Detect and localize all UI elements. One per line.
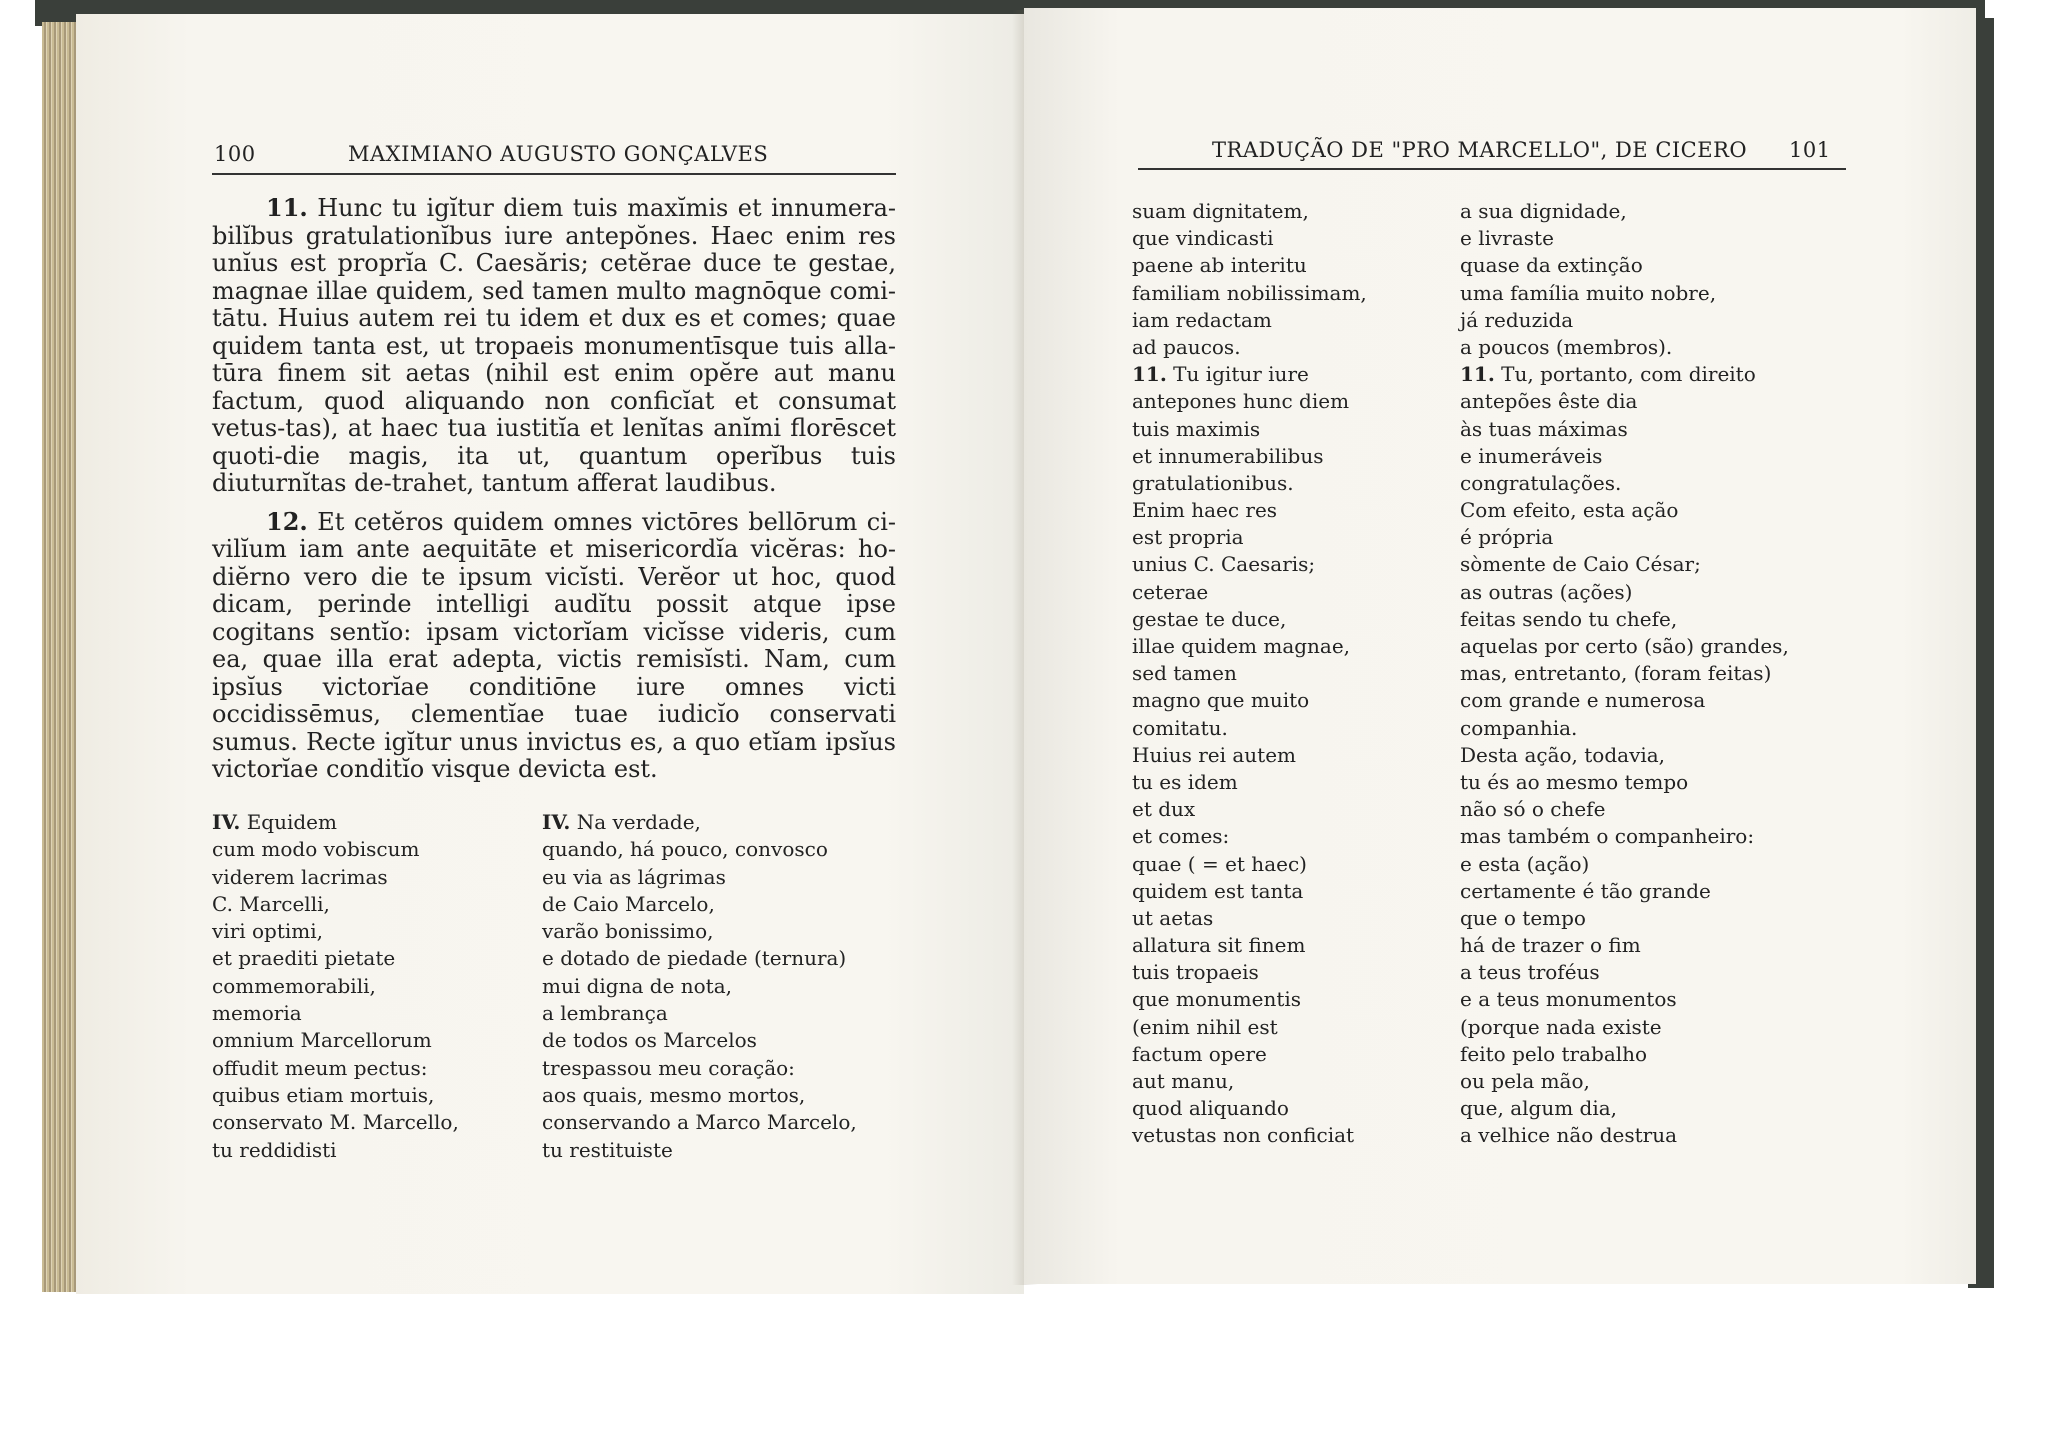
right-page-number: 101	[1789, 138, 1831, 162]
column-line: e esta (ação)	[1460, 851, 1590, 876]
column-line: 11. Tu, portanto, com direito	[1460, 362, 1756, 387]
column-line: uma família muito nobre,	[1460, 280, 1717, 305]
column-line: e a teus monumentos	[1460, 987, 1677, 1012]
column-line: quando, há pouco, convosco	[542, 837, 828, 862]
right-latin-column	[1132, 198, 1367, 1150]
column-line: offudit meum pectus:	[212, 1055, 428, 1080]
column-line: allatura sit finem	[1132, 933, 1306, 958]
latin-prose	[212, 194, 896, 784]
column-line: sòmente de Caio César;	[1460, 552, 1701, 577]
column-line: não só o chefe	[1460, 797, 1606, 822]
paragraph-number: IV.	[212, 810, 241, 834]
paragraph-number: 11.	[266, 193, 308, 222]
left-portuguese-column	[542, 809, 857, 1164]
paragraph-number: IV.	[542, 810, 571, 834]
column-line: que vindicasti	[1132, 226, 1274, 251]
paragraph-11	[212, 194, 896, 498]
paragraph-number: 12.	[266, 506, 308, 536]
left-running-head: MAXIMIANO AUGUSTO GONÇALVES	[348, 142, 769, 166]
column-line: conservando a Marco Marcelo,	[542, 1110, 857, 1135]
column-line: (porque nada existe	[1460, 1014, 1662, 1039]
column-line: Desta ação, todavia,	[1460, 742, 1666, 767]
column-line: magno que muito	[1132, 688, 1310, 713]
column-line: commemorabili,	[212, 973, 376, 998]
paragraph-text: Et cetĕros quidem omnes victōres bellōrum ci-vilĭum iam ante aequitāte et misericordĭa vicĕras: ho-diĕrno vero die te ipsum vicĭsti. Verĕor ut hoc, quod dicam, perinde intelligi audĭtu possit atque ipse cogitans sentĭo: ipsam victorĭam vicĭsse videris, cum ea, quae illa erat adepta, victis remisĭsti. Nam, cum ipsĭus victorĭae conditiōne iure omnes victi occidissēmus, clementĭae tuae iudicĭo conservati sumus. Recte igĭtur unus invictus es, a quo etĭam ipsĭus victorĭae conditĭo visque devicta est.	[212, 507, 896, 783]
paragraph-number: 11.	[1132, 362, 1167, 387]
column-line: tuis tropaeis	[1132, 960, 1259, 985]
column-line: ut aetas	[1132, 905, 1214, 930]
column-line: a lembrança	[542, 1001, 668, 1026]
column-line: há de trazer o fim	[1460, 933, 1641, 958]
column-line: certamente é tão grande	[1460, 878, 1711, 903]
column-line: antepones hunc diem	[1132, 389, 1350, 414]
column-line: e dotado de piedade (ternura)	[542, 946, 847, 971]
column-line: et dux	[1132, 797, 1196, 822]
column-line: companhia.	[1460, 715, 1578, 740]
column-line: factum opere	[1132, 1041, 1267, 1066]
column-line: Huius rei autem	[1132, 742, 1297, 767]
column-line: eu via as lágrimas	[542, 864, 726, 889]
column-line: que o tempo	[1460, 905, 1586, 930]
column-line: iam redactam	[1132, 307, 1272, 332]
column-line: tu reddidisti	[212, 1137, 337, 1162]
column-line: trespassou meu coração:	[542, 1055, 795, 1080]
column-line: já reduzida	[1460, 307, 1574, 332]
column-line: e inumeráveis	[1460, 443, 1603, 468]
left-header-rule	[212, 173, 896, 175]
right-page	[1024, 8, 1976, 1284]
right-header-rule	[1138, 168, 1846, 170]
column-line: que monumentis	[1132, 987, 1302, 1012]
column-line: a sua dignidade,	[1460, 199, 1627, 223]
column-line: de todos os Marcelos	[542, 1028, 757, 1053]
column-line: tuis maximis	[1132, 416, 1261, 441]
column-line: viri optimi,	[212, 919, 324, 944]
column-line: tu es idem	[1132, 769, 1238, 794]
column-line: ou pela mão,	[1460, 1069, 1590, 1093]
column-line: quod aliquando	[1132, 1096, 1289, 1121]
left-page	[76, 14, 1024, 1294]
column-line: feitas sendo tu chefe,	[1460, 606, 1678, 631]
column-line: 11. Tu igitur iure	[1132, 362, 1309, 387]
paragraph-text: Hunc tu igĭtur diem tuis maxĭmis et innumera-bilĭbus gratulationĭbus iure antepŏnes. Haec enim res unĭus est proprĭa C. Caesăris; cetĕrae duce te gestae, magnae illae quidem, sed tamen multo magnōque comi-tātu. Huius autem rei tu idem et dux es et comes; quae quidem tanta est, ut tropaeis monumentīsque tuis alla-tūra finem sit aetas (nihil est enim opĕre aut manu factum, quod aliquando non conficĭat et consumat vetus-tas), at haec tua iustitĭa et lenĭtas anĭmi florēscet quoti-die magis, ita ut, quantum operĭbus tuis diuturnĭtas de-trahet, tantum afferat laudibus.	[212, 194, 896, 497]
column-line: C. Marcelli,	[212, 891, 330, 916]
column-line: varão bonissimo,	[542, 919, 714, 944]
column-line: paene ab interitu	[1132, 253, 1307, 278]
column-line: aos quais, mesmo mortos,	[542, 1082, 806, 1107]
column-line: mas, entretanto, (foram feitas)	[1460, 661, 1772, 686]
column-line: IV. Na verdade,	[542, 810, 701, 834]
column-line: às tuas máximas	[1460, 416, 1628, 441]
column-line: ceterae	[1132, 579, 1209, 604]
column-line: (enim nihil est	[1132, 1014, 1278, 1039]
column-line: et innumerabilibus	[1132, 443, 1324, 468]
column-line: é própria	[1460, 525, 1554, 550]
column-line: et comes:	[1132, 824, 1230, 849]
column-line: e livraste	[1460, 226, 1554, 251]
column-line: de Caio Marcelo,	[542, 891, 715, 916]
column-line: a velhice não destrua	[1460, 1123, 1677, 1148]
column-line: viderem lacrimas	[212, 864, 388, 889]
column-line: et praediti pietate	[212, 946, 396, 971]
left-page-number: 100	[214, 142, 256, 166]
column-line: que, algum dia,	[1460, 1096, 1618, 1121]
column-line: antepões êste dia	[1460, 389, 1638, 414]
column-line: illae quidem magnae,	[1132, 634, 1351, 658]
column-line: tu restituiste	[542, 1137, 673, 1162]
column-line: aut manu,	[1132, 1069, 1235, 1093]
paragraph-number: 11.	[1460, 362, 1495, 387]
column-line: memoria	[212, 1001, 302, 1026]
column-line: quae ( = et haec)	[1132, 851, 1307, 876]
column-line: a teus troféus	[1460, 960, 1600, 985]
column-line: comitatu.	[1132, 715, 1228, 740]
right-portuguese-column	[1460, 198, 1789, 1150]
column-line: suam dignitatem,	[1132, 199, 1309, 223]
column-line: com grande e numerosa	[1460, 688, 1706, 713]
column-line: quidem est tanta	[1132, 878, 1304, 903]
column-line: familiam nobilissimam,	[1132, 280, 1367, 305]
left-latin-column	[212, 809, 459, 1164]
paragraph-12	[212, 508, 896, 784]
column-line: vetustas non conficiat	[1132, 1123, 1355, 1148]
column-line: mas também o companheiro:	[1460, 824, 1755, 849]
column-line: conservato M. Marcello,	[212, 1110, 459, 1135]
column-line: omnium Marcellorum	[212, 1028, 432, 1053]
column-line: gestae te duce,	[1132, 606, 1287, 631]
column-line: gratulationibus.	[1132, 470, 1294, 495]
column-line: est propria	[1132, 525, 1244, 550]
column-line: as outras (ações)	[1460, 579, 1633, 604]
column-line: a poucos (membros).	[1460, 334, 1673, 359]
column-line: cum modo vobiscum	[212, 837, 420, 862]
column-line: quase da extinção	[1460, 253, 1643, 278]
column-line: quibus etiam mortuis,	[212, 1082, 435, 1107]
right-running-head: TRADUÇÃO DE "PRO MARCELLO", DE CICERO	[1212, 138, 1748, 162]
column-line: ad paucos.	[1132, 334, 1241, 359]
column-line: tu és ao mesmo tempo	[1460, 769, 1689, 794]
column-line: unius C. Caesaris;	[1132, 552, 1316, 577]
column-line: mui digna de nota,	[542, 973, 732, 998]
column-line: aquelas por certo (são) grandes,	[1460, 634, 1789, 658]
column-line: Com efeito, esta ação	[1460, 498, 1679, 523]
column-line: feito pelo trabalho	[1460, 1041, 1648, 1066]
column-line: Enim haec res	[1132, 498, 1278, 523]
column-line: IV. Equidem	[212, 810, 337, 834]
column-line: sed tamen	[1132, 661, 1237, 686]
column-line: congratulações.	[1460, 470, 1622, 495]
